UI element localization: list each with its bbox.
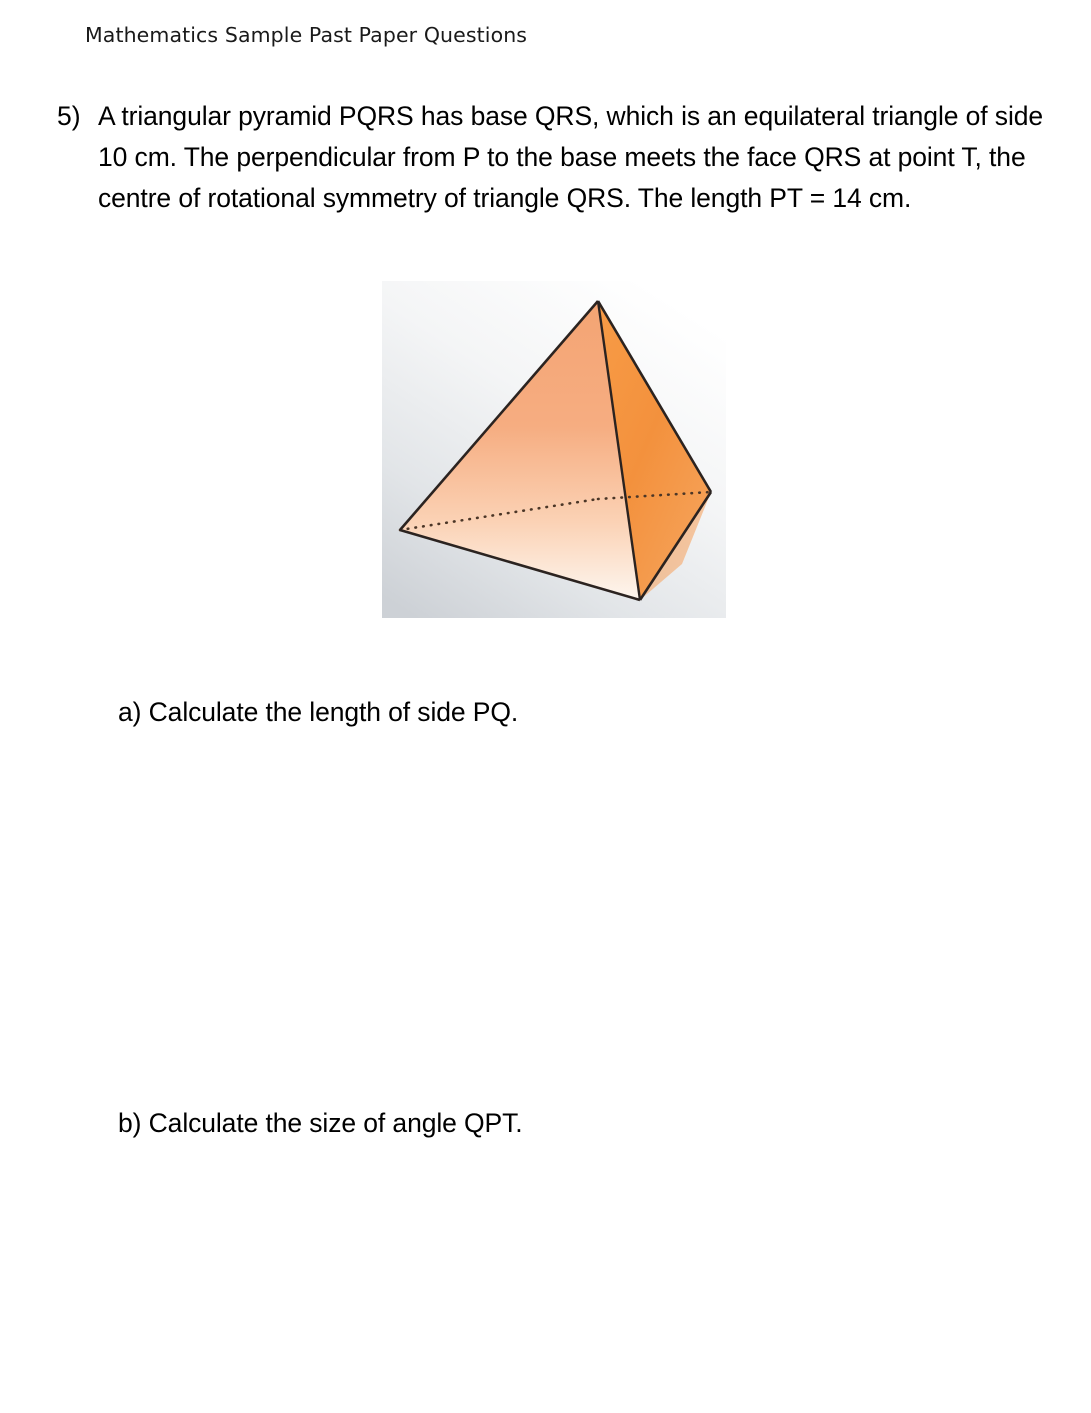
part-a-text: Calculate the length of side PQ. (148, 697, 519, 727)
part-b-text: Calculate the size of angle QPT. (148, 1108, 523, 1138)
question-body-text: A triangular pyramid PQRS has base QRS, which is an equilateral triangle of side 10 cm. The perpendicular from P to the base meets the face QRS at point T, the centre of rotational symmetry of triangle QRS. The length PT = 14 cm. (98, 101, 1044, 213)
part-a-label: a) (118, 697, 142, 727)
document-header-title: Mathematics Sample Past Paper Questions (85, 23, 528, 47)
question-block (57, 96, 1047, 219)
triangular-pyramid-figure (382, 281, 726, 618)
part-b-label: b) (118, 1108, 142, 1138)
pyramid-svg (382, 281, 726, 618)
question-part-a (118, 692, 518, 733)
question-number: 5) (57, 101, 81, 131)
question-part-b (118, 1103, 523, 1144)
